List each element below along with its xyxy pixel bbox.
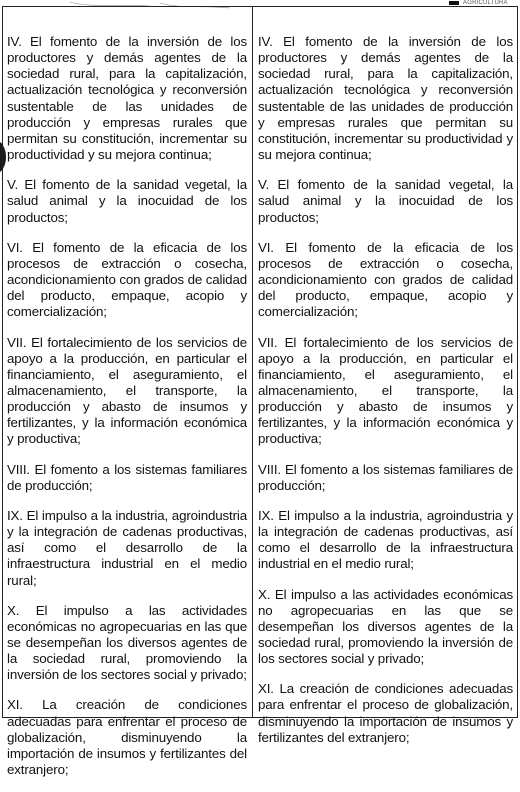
left-column <box>7 34 247 792</box>
left-paragraph-viii: VIII. El fomento a los sistemas familiares de producción; <box>7 461 247 493</box>
left-paragraph-xi: XI. La creación de condiciones adecuadas para enfrentar el proceso de globalización, disminuyendo la importación de insumos y fertilizantes del extranjero; <box>7 697 247 778</box>
right-paragraph-vii: VII. El fortalecimiento de los servicios de apoyo a la producción, en particular el financiamiento, el aseguramiento, el almacenamiento, el transporte, la producción y abasto de insumos y fertilizantes, y la información económica y productiva; <box>258 334 513 447</box>
left-paragraph-x: X. El impulso a las actividades económicas no agropecuarias en las que se desempeñan los diversos agentes de la sociedad rural, promoviendo la inversión de los sectores social y privado; <box>7 602 247 683</box>
column-divider <box>252 6 253 718</box>
right-paragraph-v: V. El fomento de la sanidad vegetal, la salud animal y la inocuidad de los productos; <box>258 177 513 225</box>
left-paragraph-iv: IV. El fomento de la inversión de los productores y demás agentes de la sociedad rural, para la capitalización, actualización tecnológica y reconversión sustentable de las unidades de producción y empresas rurales que permitan su constitución, incrementar su productividad y su mejora continua; <box>7 34 247 163</box>
right-paragraph-xi: XI. La creación de condiciones adecuadas para enfrentar el proceso de globalización, disminuyendo la importación de insumos y fertilizantes del extranjero; <box>258 681 513 745</box>
right-paragraph-viii: VIII. El fomento a los sistemas familiares de producción; <box>258 461 513 493</box>
right-column <box>258 34 513 760</box>
left-paragraph-ix: IX. El impulso a la industria, agroindustria y la integración de cadenas productivas, así como el desarrollo de la infraestructura industrial en el medio rural; <box>7 507 247 588</box>
left-paragraph-vi: VI. El fomento de la eficacia de los procesos de extracción o cosecha, acondicionamiento con grados de calidad del producto, empaque, acopio y comercialización; <box>7 239 247 320</box>
header-corner-text: AGRICULTURA <box>463 0 508 6</box>
right-paragraph-vi: VI. El fomento de la eficacia de los procesos de extracción o cosecha, acondicionamiento con grados de calidad del producto, empaque, acopio y comercialización; <box>258 239 513 320</box>
header-bar-mark <box>449 1 459 5</box>
left-paragraph-vii: VII. El fortalecimiento de los servicios de apoyo a la producción, en particular el financiamiento, el aseguramiento, el almacenamiento, el transporte, la producción y abasto de insumos y fertilizantes, y la información económica y productiva; <box>7 334 247 447</box>
right-paragraph-ix: IX. El impulso a la industria, agroindustria y la integración de cadenas productivas, así como el desarrollo de la infraestructura industrial en el medio rural; <box>258 507 513 572</box>
right-paragraph-iv: IV. El fomento de la inversión de los productores y demás agentes de la sociedad rural, para la capitalización, actualización tecnológica y reconversión sustentable de las unidades de producción y empresas rurales que permitan su constitución, incrementar su productividad y su mejora continua; <box>258 34 513 163</box>
right-paragraph-x: X. El impulso a las actividades económicas no agropecuarias en las que se desempeñan los diversos agentes de la sociedad rural, promoviendo la inversión de los sectores social y privado; <box>258 586 513 667</box>
left-paragraph-v: V. El fomento de la sanidad vegetal, la salud animal y la inocuidad de los productos; <box>7 177 247 225</box>
